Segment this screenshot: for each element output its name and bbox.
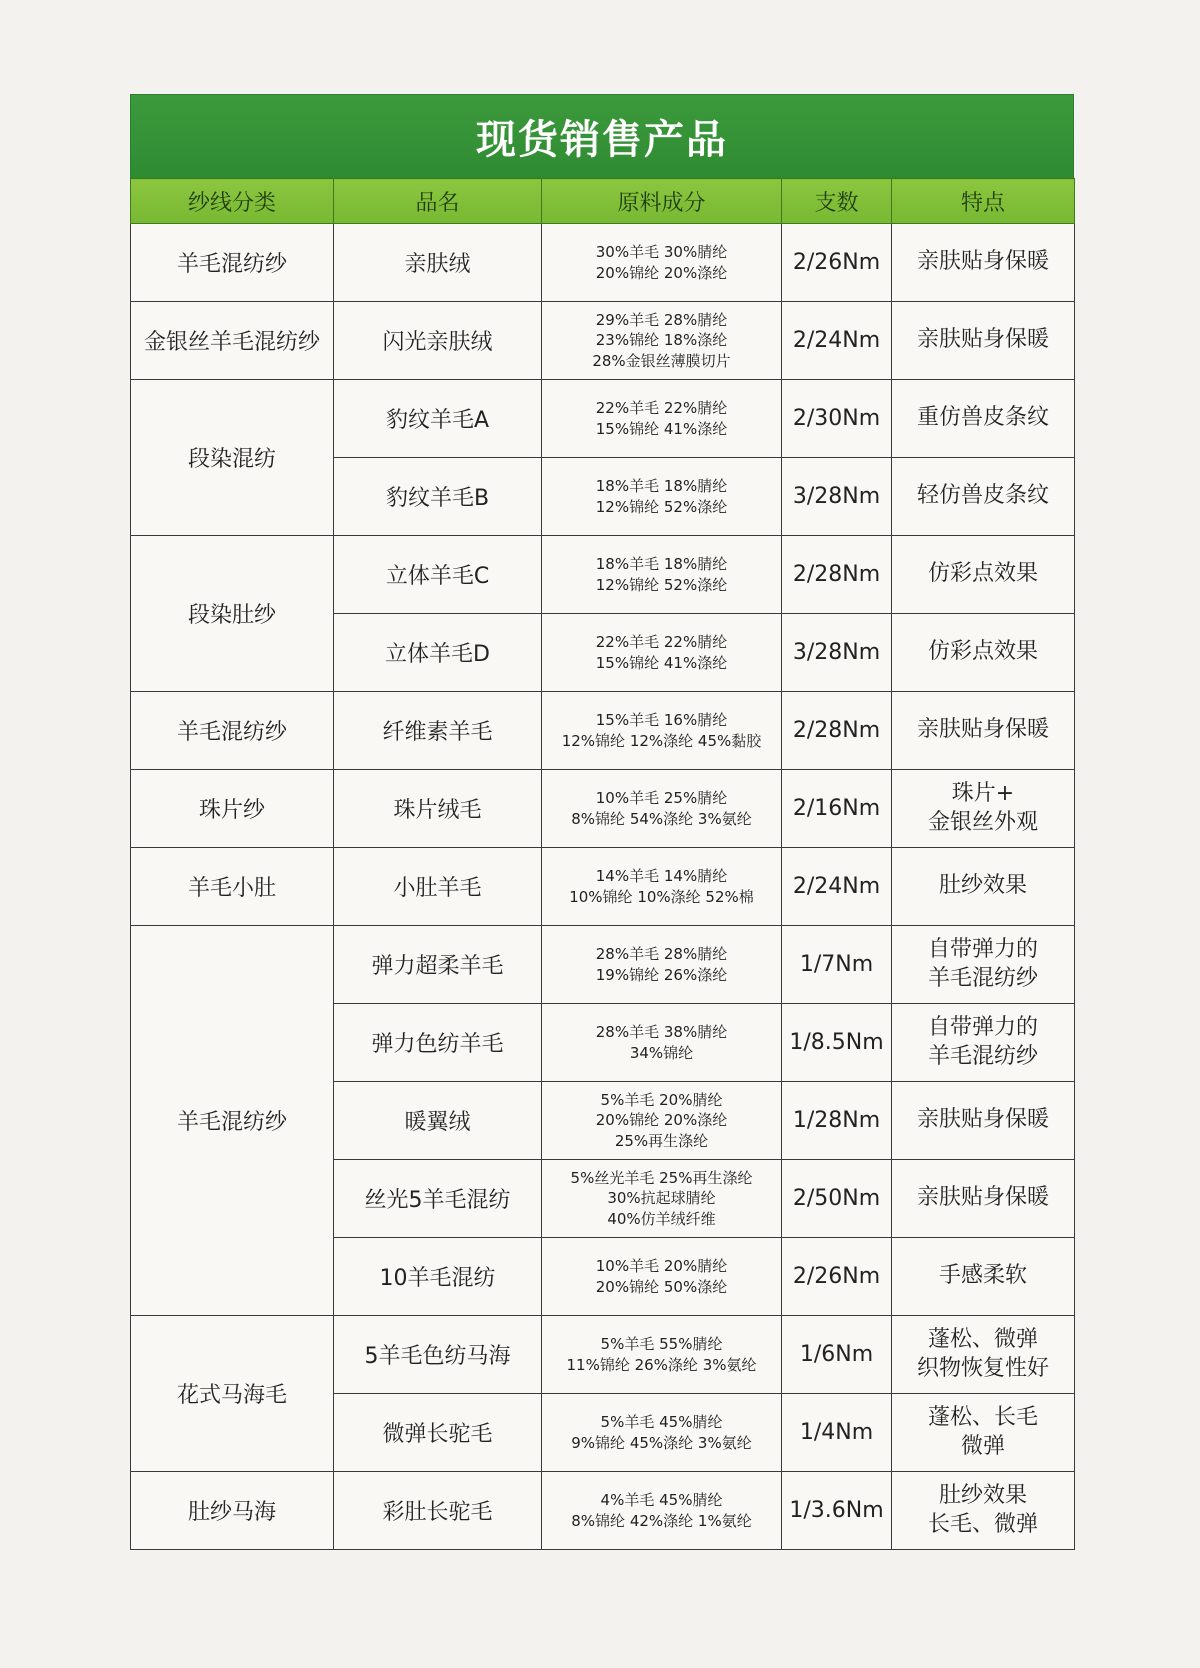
cell-count: 1/3.6Nm — [782, 1472, 892, 1550]
cell-feature: 亲肤贴身保暖 — [892, 224, 1075, 302]
cell-category: 段染肚纱 — [131, 536, 334, 692]
cell-composition: 5%羊毛 45%腈纶 9%锦纶 45%涤纶 3%氨纶 — [542, 1394, 782, 1472]
cell-category: 段染混纺 — [131, 380, 334, 536]
cell-name: 弹力色纺羊毛 — [334, 1004, 542, 1082]
table-row — [131, 224, 1075, 302]
cell-count: 2/24Nm — [782, 302, 892, 380]
cell-composition: 28%羊毛 28%腈纶 19%锦纶 26%涤纶 — [542, 926, 782, 1004]
cell-composition: 5%羊毛 55%腈纶 11%锦纶 26%涤纶 3%氨纶 — [542, 1316, 782, 1394]
cell-category: 花式马海毛 — [131, 1316, 334, 1472]
cell-composition: 5%丝光羊毛 25%再生涤纶 30%抗起球腈纶 40%仿羊绒纤维 — [542, 1160, 782, 1238]
cell-feature: 肚纱效果 长毛、微弹 — [892, 1472, 1075, 1550]
table-row — [131, 302, 1075, 380]
header-feature: 特点 — [892, 179, 1075, 224]
cell-count: 3/28Nm — [782, 614, 892, 692]
cell-name: 立体羊毛C — [334, 536, 542, 614]
cell-name: 珠片绒毛 — [334, 770, 542, 848]
table-row — [131, 770, 1075, 848]
cell-composition: 28%羊毛 38%腈纶 34%锦纶 — [542, 1004, 782, 1082]
page-title: 现货销售产品 — [130, 94, 1074, 178]
cell-name: 5羊毛色纺马海 — [334, 1316, 542, 1394]
cell-composition: 29%羊毛 28%腈纶 23%锦纶 18%涤纶 28%金银丝薄膜切片 — [542, 302, 782, 380]
cell-count: 1/28Nm — [782, 1082, 892, 1160]
cell-feature: 亲肤贴身保暖 — [892, 302, 1075, 380]
header-name: 品名 — [334, 179, 542, 224]
cell-count: 2/16Nm — [782, 770, 892, 848]
table-row — [131, 926, 1075, 1004]
cell-name: 亲肤绒 — [334, 224, 542, 302]
cell-feature: 手感柔软 — [892, 1238, 1075, 1316]
table-row — [131, 536, 1075, 614]
cell-composition: 10%羊毛 25%腈纶 8%锦纶 54%涤纶 3%氨纶 — [542, 770, 782, 848]
cell-category: 金银丝羊毛混纺纱 — [131, 302, 334, 380]
cell-composition: 5%羊毛 20%腈纶 20%锦纶 20%涤纶 25%再生涤纶 — [542, 1082, 782, 1160]
cell-category: 羊毛混纺纱 — [131, 224, 334, 302]
cell-count: 2/28Nm — [782, 692, 892, 770]
cell-feature: 自带弹力的 羊毛混纺纱 — [892, 1004, 1075, 1082]
cell-composition: 14%羊毛 14%腈纶 10%锦纶 10%涤纶 52%棉 — [542, 848, 782, 926]
cell-feature: 仿彩点效果 — [892, 536, 1075, 614]
cell-name: 微弹长驼毛 — [334, 1394, 542, 1472]
cell-name: 彩肚长驼毛 — [334, 1472, 542, 1550]
table-row — [131, 848, 1075, 926]
cell-composition: 18%羊毛 18%腈纶 12%锦纶 52%涤纶 — [542, 458, 782, 536]
cell-count: 2/28Nm — [782, 536, 892, 614]
cell-count: 2/50Nm — [782, 1160, 892, 1238]
header-category: 纱线分类 — [131, 179, 334, 224]
cell-feature: 仿彩点效果 — [892, 614, 1075, 692]
cell-composition: 22%羊毛 22%腈纶 15%锦纶 41%涤纶 — [542, 380, 782, 458]
cell-feature: 亲肤贴身保暖 — [892, 1160, 1075, 1238]
cell-count: 1/8.5Nm — [782, 1004, 892, 1082]
cell-composition: 18%羊毛 18%腈纶 12%锦纶 52%涤纶 — [542, 536, 782, 614]
table-header-row — [131, 179, 1075, 224]
cell-feature: 蓬松、微弹 织物恢复性好 — [892, 1316, 1075, 1394]
cell-composition: 30%羊毛 30%腈纶 20%锦纶 20%涤纶 — [542, 224, 782, 302]
cell-count: 2/30Nm — [782, 380, 892, 458]
cell-composition: 22%羊毛 22%腈纶 15%锦纶 41%涤纶 — [542, 614, 782, 692]
cell-name: 暖翼绒 — [334, 1082, 542, 1160]
cell-feature: 珠片+ 金银丝外观 — [892, 770, 1075, 848]
cell-feature: 亲肤贴身保暖 — [892, 692, 1075, 770]
cell-name: 闪光亲肤绒 — [334, 302, 542, 380]
cell-composition: 15%羊毛 16%腈纶 12%锦纶 12%涤纶 45%黏胶 — [542, 692, 782, 770]
table-row — [131, 380, 1075, 458]
cell-count: 2/26Nm — [782, 1238, 892, 1316]
cell-name: 豹纹羊毛A — [334, 380, 542, 458]
table-row — [131, 692, 1075, 770]
cell-name: 10羊毛混纺 — [334, 1238, 542, 1316]
cell-name: 豹纹羊毛B — [334, 458, 542, 536]
cell-count: 3/28Nm — [782, 458, 892, 536]
table-row — [131, 1472, 1075, 1550]
cell-count: 2/26Nm — [782, 224, 892, 302]
table-row — [131, 1316, 1075, 1394]
header-count: 支数 — [782, 179, 892, 224]
cell-composition: 10%羊毛 20%腈纶 20%锦纶 50%涤纶 — [542, 1238, 782, 1316]
cell-composition: 4%羊毛 45%腈纶 8%锦纶 42%涤纶 1%氨纶 — [542, 1472, 782, 1550]
cell-category: 羊毛混纺纱 — [131, 692, 334, 770]
cell-category: 肚纱马海 — [131, 1472, 334, 1550]
cell-count: 1/6Nm — [782, 1316, 892, 1394]
cell-category: 珠片纱 — [131, 770, 334, 848]
cell-feature: 自带弹力的 羊毛混纺纱 — [892, 926, 1075, 1004]
table-body — [131, 224, 1075, 1550]
cell-feature: 重仿兽皮条纹 — [892, 380, 1075, 458]
cell-name: 弹力超柔羊毛 — [334, 926, 542, 1004]
cell-category: 羊毛混纺纱 — [131, 926, 334, 1316]
header-composition: 原料成分 — [542, 179, 782, 224]
cell-count: 1/7Nm — [782, 926, 892, 1004]
cell-count: 1/4Nm — [782, 1394, 892, 1472]
product-sheet — [130, 94, 1074, 1550]
cell-feature: 蓬松、长毛 微弹 — [892, 1394, 1075, 1472]
product-table — [130, 178, 1075, 1550]
cell-feature: 轻仿兽皮条纹 — [892, 458, 1075, 536]
cell-feature: 肚纱效果 — [892, 848, 1075, 926]
cell-category: 羊毛小肚 — [131, 848, 334, 926]
cell-name: 丝光5羊毛混纺 — [334, 1160, 542, 1238]
cell-feature: 亲肤贴身保暖 — [892, 1082, 1075, 1160]
cell-count: 2/24Nm — [782, 848, 892, 926]
cell-name: 立体羊毛D — [334, 614, 542, 692]
cell-name: 小肚羊毛 — [334, 848, 542, 926]
cell-name: 纤维素羊毛 — [334, 692, 542, 770]
